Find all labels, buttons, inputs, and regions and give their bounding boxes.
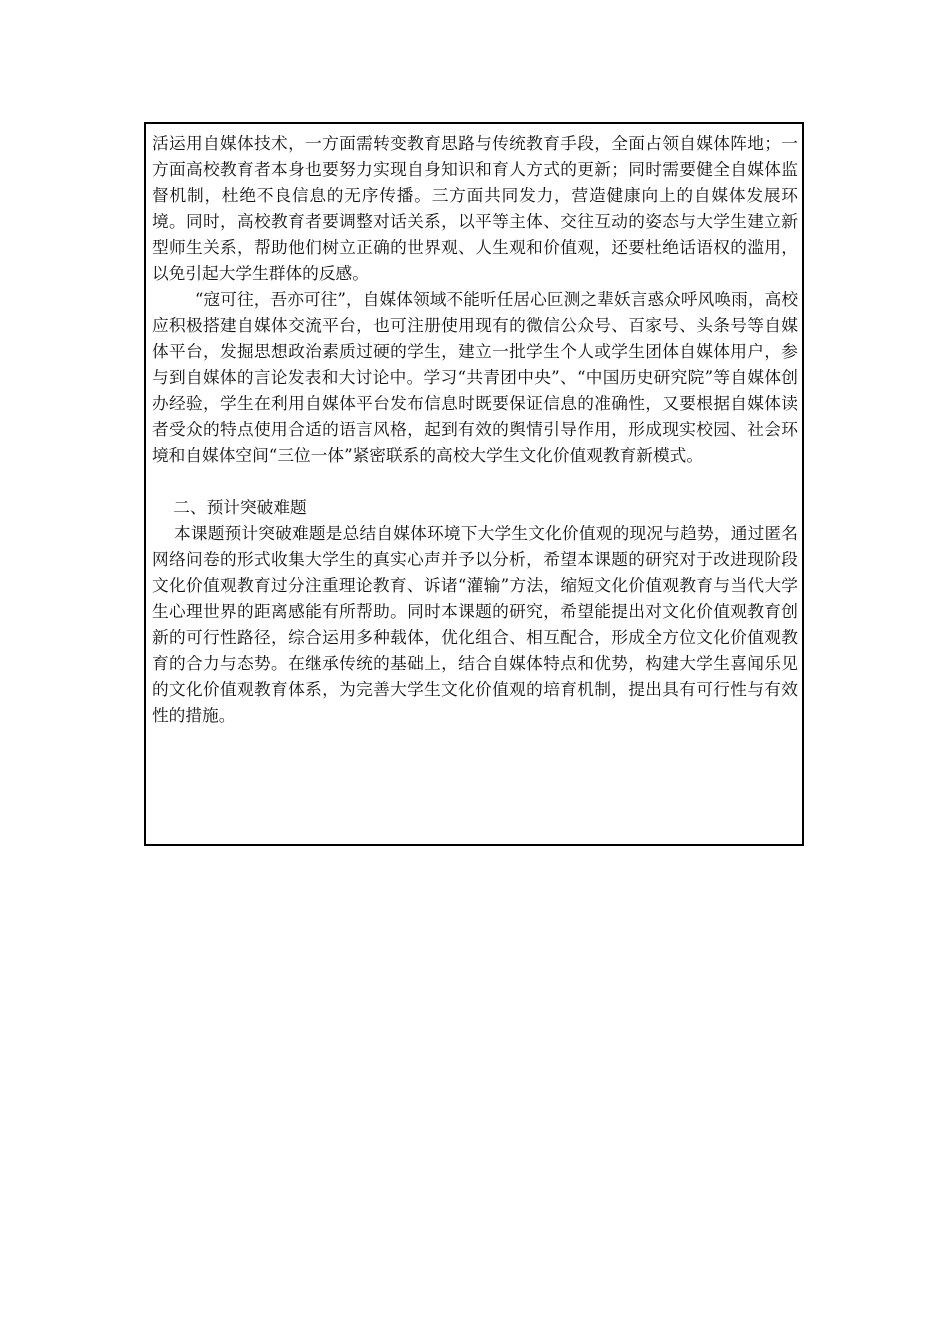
paragraph-breakthrough-description: 本课题预计突破难题是总结自媒体环境下大学生文化价值观的现况与趋势，通过匿名网络问卷的形式收集大学生的真实心声并予以分析，希望本课题的研究对于改进现阶段文化价值观教育过分注重理论教育、诉诸“灌输”方法，缩短文化价值观教育与当代大学生心理世界的距离感能有所帮助。同时本课题的研究，希望能提出对文化价值观教育创新的可行性路径，综合运用多种载体，优化组合、相互配合，形成全方位文化价值观教育的合力与态势。在继承传统的基础上，结合自媒体特点和优势，构建大学生喜闻乐见的文化价值观教育体系，为完善大学生文化价值观的培育机制，提出具有可行性与有效性的措施。	[152, 523, 798, 725]
paragraph-platform-building: “寇可往，吾亦可往”，自媒体领域不能听任居心叵测之辈妖言惑众呼风唤雨，高校应积极搭建自媒体交流平台，也可注册使用现有的微信公众号、百家号、头条号等自媒体平台，发掘思想政治素质过硬的学生，建立一批学生个人或学生团体自媒体用户，参与到自媒体的言论发表和大讨论中。学习“共青团中央”、“中国历史研究院”等自媒体创办经验，学生在利用自媒体平台发布信息时既要保证信息的准确性，又要根据自媒体读者受众的特点使用合适的语言风格，起到有效的舆情引导作用，形成现实校园、社会环境和自媒体空间“三位一体”紧密联系的高校大学生文化价值观教育新模式。	[152, 289, 799, 465]
section-heading-expected-breakthroughs: 二、预计突破难题	[152, 497, 307, 517]
document-body	[152, 130, 798, 728]
document-table-cell	[144, 122, 804, 846]
paragraph-self-media-strategy: 活运用自媒体技术，一方面需转变教育思路与传统教育手段，全面占领自媒体阵地；一方面高校教育者本身也要努力实现自身知识和育人方式的更新；同时需要健全自媒体监督机制，杜绝不良信息的无序传播。三方面共同发力，营造健康向上的自媒体发展环境。同时，高校教育者要调整对话关系，以平等主体、交往互动的姿态与大学生建立新型师生关系，帮助他们树立正确的世界观、人生观和价值观，还要杜绝话语权的滥用，以免引起大学生群体的反感。	[152, 133, 798, 283]
paragraph-spacer	[152, 468, 798, 494]
